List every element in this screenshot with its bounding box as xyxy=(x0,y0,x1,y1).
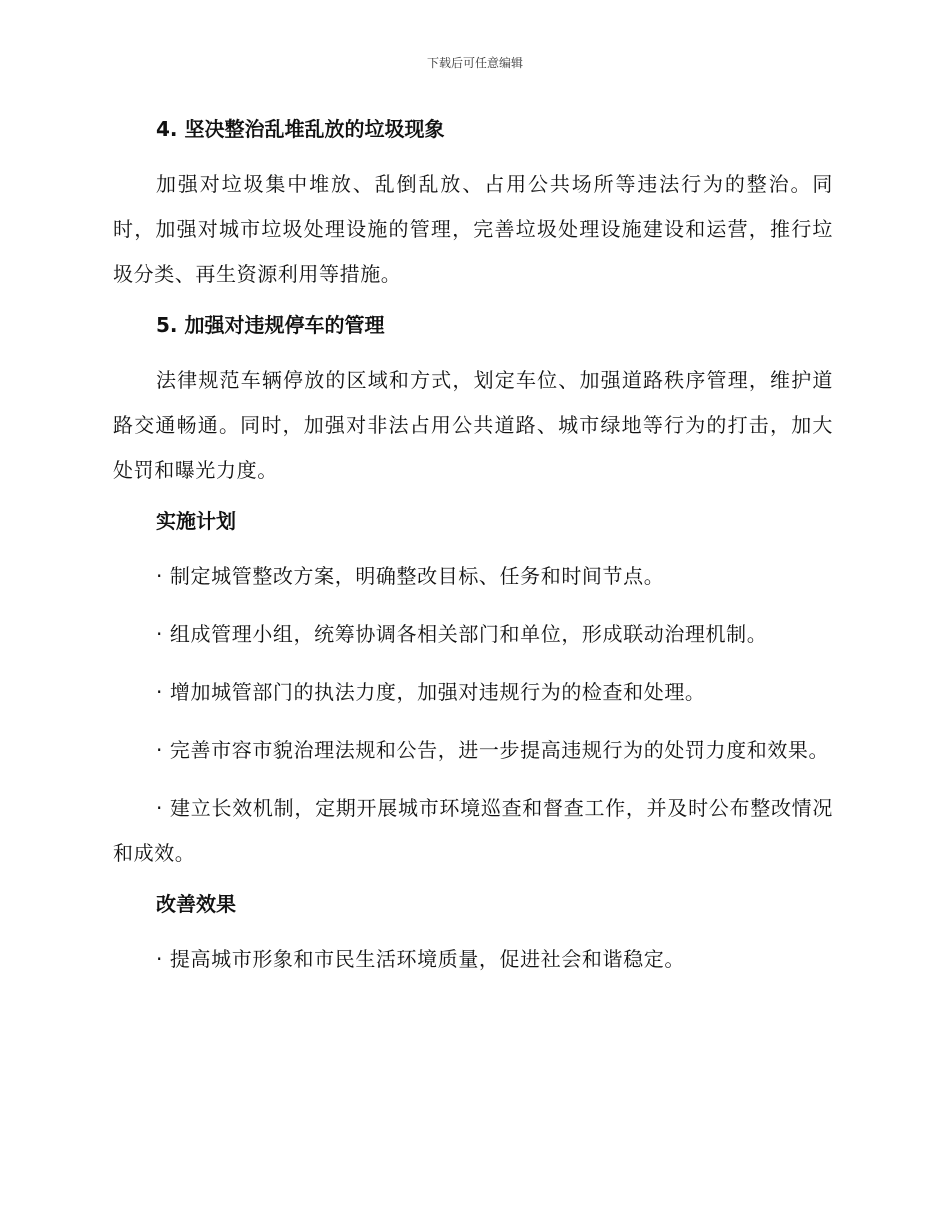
section-paragraph-4: 加强对垃圾集中堆放、乱倒乱放、占用公共场所等违法行为的整治。同时，加强对城市垃圾处理设施的管理，完善垃圾处理设施建设和运营，推行垃圾分类、再生资源利用等措施。 xyxy=(113,172,833,286)
plan-item: · 组成管理小组，统筹协调各相关部门和单位，形成联动治理机制。 xyxy=(156,622,768,646)
plan-item: · 完善市容市貌治理法规和公告，进一步提高违规行为的处罚力度和效果。 xyxy=(156,738,830,762)
section-paragraph-5: 法律规范车辆停放的区域和方式，划定车位、加强道路秩序管理，维护道路交通畅通。同时，加强对非法占用公共道路、城市绿地等行为的打击，加大处罚和曝光力度。 xyxy=(113,368,833,482)
document-body xyxy=(113,114,833,995)
plan-item: · 制定城管整改方案，明确整改目标、任务和时间节点。 xyxy=(156,564,665,588)
section-heading-4: 4. 坚决整治乱堆乱放的垃圾现象 xyxy=(156,117,445,141)
page-header: 下载后可任意编辑 xyxy=(426,56,523,70)
effect-item: · 提高城市形象和市民生活环境质量，促进社会和谐稳定。 xyxy=(156,947,685,971)
plan-heading: 实施计划 xyxy=(156,509,236,533)
plan-item: · 增加城管部门的执法力度，加强对违规行为的检查和处理。 xyxy=(156,680,706,704)
effect-heading: 改善效果 xyxy=(156,892,236,916)
plan-item: · 建立长效机制，定期开展城市环境巡查和督查工作，并及时公布整改情况和成效。 xyxy=(113,796,833,865)
section-heading-5: 5. 加强对违规停车的管理 xyxy=(156,313,385,337)
